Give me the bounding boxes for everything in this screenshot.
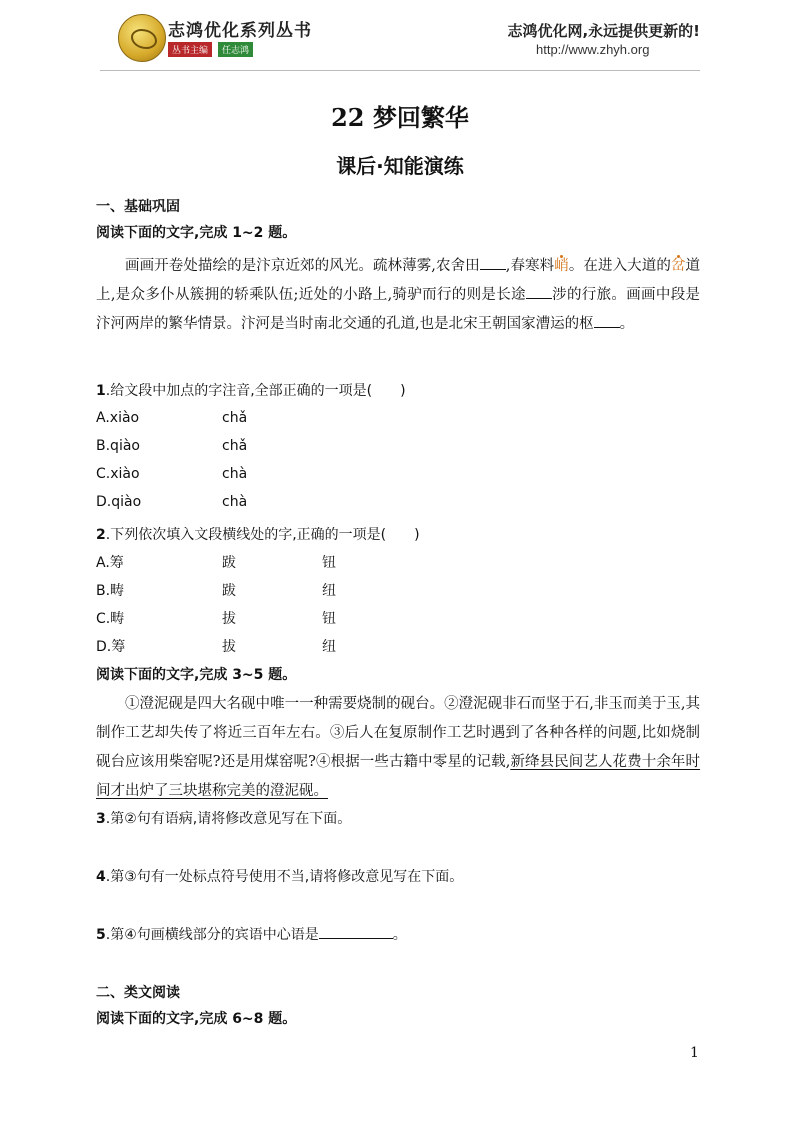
q2-option-a[interactable]: A.筹 bbox=[96, 555, 124, 571]
q2-option-b[interactable]: B.畴 bbox=[96, 583, 125, 599]
header-divider bbox=[100, 70, 700, 71]
editor-badge: 丛书主编 bbox=[168, 42, 212, 57]
q2-option-d[interactable]: D.筹 bbox=[96, 639, 126, 655]
reading-intro-1: 阅读下面的文字,完成 1~2 题。 bbox=[96, 225, 297, 241]
dotted-char-2: 岔 bbox=[670, 258, 686, 274]
fill-blank-1 bbox=[480, 255, 506, 270]
q2-option-a-b: 跋 bbox=[222, 555, 236, 571]
question-4: 4.第③句有一处标点符号使用不当,请将修改意见写在下面。 bbox=[96, 869, 464, 885]
question-1: 1.给文段中加点的字注音,全部正确的一项是( ) bbox=[96, 383, 406, 399]
editor-name-badge: 任志鸿 bbox=[218, 42, 253, 57]
lesson-subtitle: 课后·知能演练 bbox=[336, 154, 464, 178]
q1-option-b-b: chǎ bbox=[222, 438, 248, 454]
section1-heading: 一、基础巩固 bbox=[96, 199, 180, 215]
q1-option-b[interactable]: B.qiào bbox=[96, 438, 140, 454]
q2-option-a-c: 钮 bbox=[322, 555, 336, 571]
q2-option-b-c: 纽 bbox=[322, 583, 336, 599]
reading-intro-2: 阅读下面的文字,完成 3~5 题。 bbox=[96, 667, 297, 683]
q1-option-a-b: chǎ bbox=[222, 410, 248, 426]
q2-option-d-c: 纽 bbox=[322, 639, 336, 655]
reading-intro-3: 阅读下面的文字,完成 6~8 题。 bbox=[96, 1011, 297, 1027]
question-3: 3.第②句有语病,请将修改意见写在下面。 bbox=[96, 811, 352, 827]
series-logo-icon bbox=[118, 14, 166, 62]
series-title: 志鸿优化系列丛书 bbox=[168, 21, 312, 41]
q1-option-a[interactable]: A.xiào bbox=[96, 410, 140, 426]
question-5: 5.第④句画横线部分的宾语中心语是 。 bbox=[96, 924, 407, 944]
page-header bbox=[0, 0, 800, 80]
passage-2: ①澄泥砚是四大名砚中唯一一种需要烧制的砚台。②澄泥砚非石而坚于石,非玉而美于玉,其制作工艺却失传了将近三百年左右。③后人在复原制作工艺时遇到了各种各样的问题,比如烧制砚台应该用柴窑呢?还是用煤窑呢?④根据一些古籍中零星的记载,新绛县民间艺人花费十余年时间才出炉了三块堪称完美的澄泥砚。 bbox=[96, 696, 701, 799]
q1-option-c[interactable]: C.xiào bbox=[96, 466, 140, 482]
header-url[interactable]: http://www.zhyh.org bbox=[536, 42, 650, 57]
q1-option-d[interactable]: D.qiào bbox=[96, 494, 142, 510]
header-slogan: 志鸿优化网,永远提供更新的! bbox=[507, 22, 700, 40]
q2-option-c[interactable]: C.畴 bbox=[96, 611, 125, 627]
underlined-phrase: 新绛县民间艺人花费十余年时间才出炉了三块堪称完美的澄泥砚。 bbox=[96, 754, 701, 799]
q2-option-c-c: 钮 bbox=[322, 611, 336, 627]
answer-blank-5[interactable] bbox=[319, 924, 393, 939]
dotted-char-1: 峭 bbox=[554, 258, 569, 274]
lesson-title: 22 梦回繁华 bbox=[331, 103, 469, 132]
question-2: 2.下列依次填入文段横线处的字,正确的一项是( ) bbox=[96, 527, 420, 543]
section2-heading: 二、类文阅读 bbox=[96, 985, 180, 1001]
q1-option-d-b: chà bbox=[222, 494, 248, 510]
page-number: 1 bbox=[690, 1045, 699, 1061]
q2-option-b-b: 跋 bbox=[222, 583, 236, 599]
fill-blank-3 bbox=[594, 313, 620, 328]
passage-1: 画画开卷处描绘的是汴京近郊的风光。疏林薄雾,农舍田 ,春寒料峭。在进入大道的岔道上,是众多仆从簇拥的轿乘队伍;近处的小路上,骑驴而行的则是长途 涉的行旅。画画中段是汴河两岸的繁华情景。汴河是当时南北交通的孔道,也是北宋王朝国家漕运的枢 。 bbox=[96, 252, 700, 339]
fill-blank-2 bbox=[526, 284, 552, 299]
q2-option-c-b: 拔 bbox=[222, 611, 236, 627]
q1-option-c-b: chà bbox=[222, 466, 248, 482]
q2-option-d-b: 拔 bbox=[222, 639, 236, 655]
